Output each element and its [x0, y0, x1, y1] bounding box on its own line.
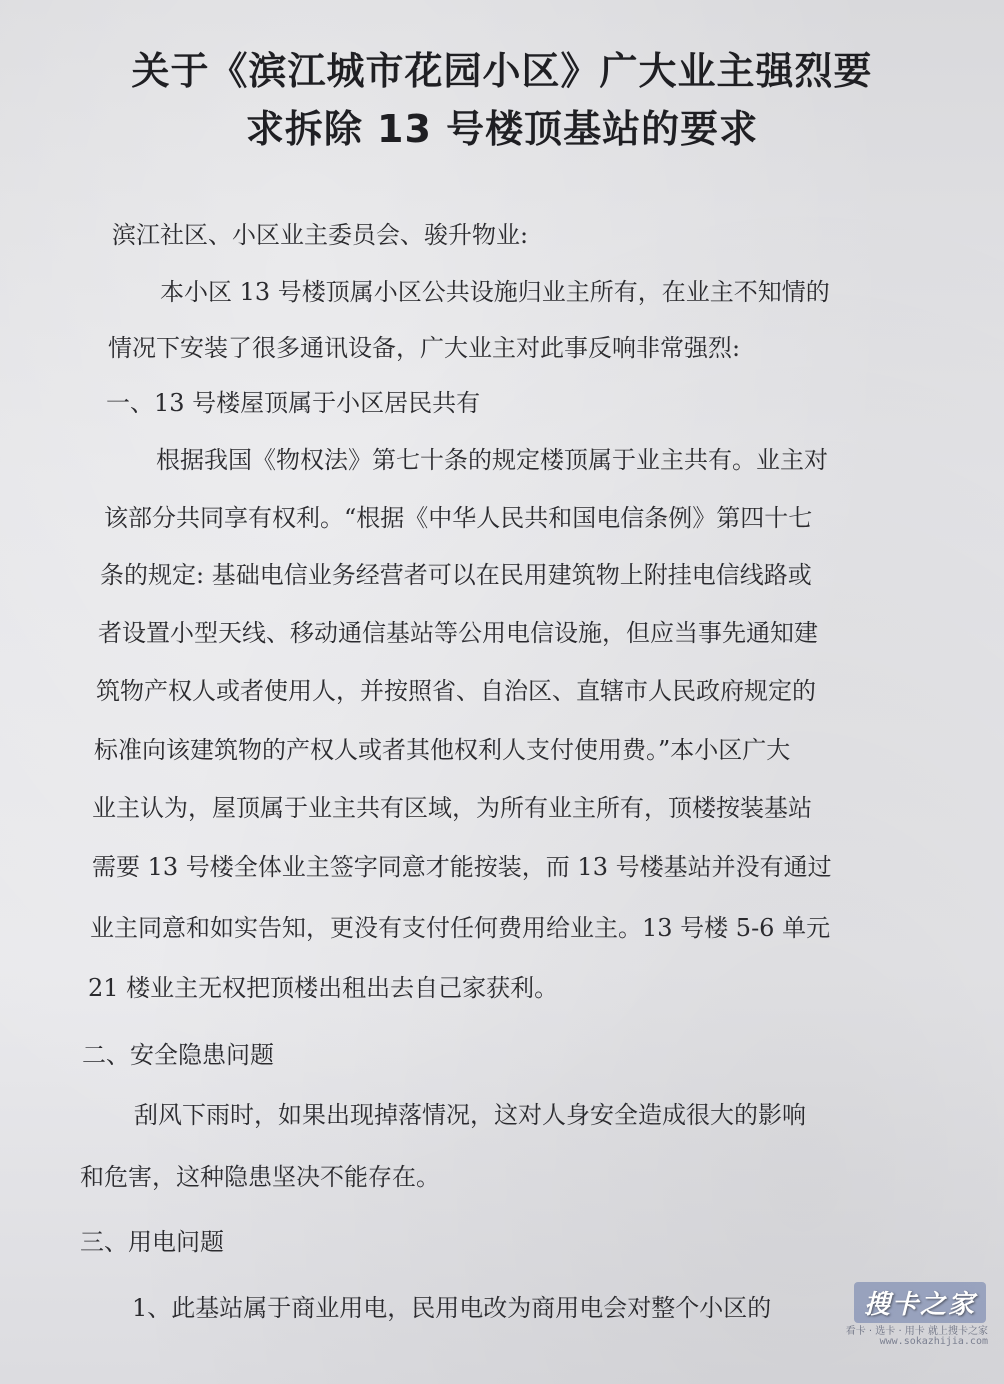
body-line: 本小区 13 号楼顶属小区公共设施归业主所有，在业主不知情的: [160, 278, 830, 306]
section-heading-3: 三、用电问题: [80, 1228, 224, 1256]
body-line: 标准向该建筑物的产权人或者其他权利人支付使用费。”本小区广大: [94, 736, 791, 764]
body-line: 者设置小型天线、移动通信基站等公用电信设施，但应当事先通知建: [98, 619, 818, 647]
salutation: 滨江社区、小区业主委员会、骏升物业:: [112, 221, 529, 249]
body-line: 1、此基站属于商业用电，民用电改为商用电会对整个小区的: [132, 1294, 772, 1322]
body-line: 该部分共同享有权利。“根据《中华人民共和国电信条例》第四十七: [104, 504, 813, 532]
site-watermark: [816, 1274, 994, 1347]
body-line: 业主同意和如实告知，更没有支付任何费用给业主。13 号楼 5-6 单元: [90, 914, 831, 942]
body-line: 情况下安装了很多通讯设备，广大业主对此事反响非常强烈:: [108, 334, 741, 362]
body-line: 刮风下雨时，如果出现掉落情况，这对人身安全造成很大的影响: [134, 1101, 806, 1129]
watermark-url: www.sokazhijia.com: [879, 1336, 988, 1347]
body-line: 21 楼业主无权把顶楼出租出去自己家获利。: [88, 974, 559, 1002]
document-title-line-2: 求拆除 13 号楼顶基站的要求: [245, 107, 759, 151]
body-line: 需要 13 号楼全体业主签字同意才能按装，而 13 号楼基站并没有通过: [92, 853, 832, 881]
watermark-tagline: 看卡 · 选卡 · 用卡 就上搜卡之家: [845, 1326, 988, 1337]
body-line: 和危害，这种隐患坚决不能存在。: [80, 1163, 440, 1191]
body-line: 根据我国《物权法》第七十条的规定楼顶属于业主共有。业主对: [156, 446, 828, 474]
watermark-logo-text: 搜卡之家: [854, 1282, 986, 1323]
section-heading-2: 二、安全隐患问题: [82, 1041, 274, 1069]
body-line: 业主认为，屋顶属于业主共有区域，为所有业主所有，顶楼按装基站: [92, 794, 812, 822]
body-line: 条的规定: 基础电信业务经营者可以在民用建筑物上附挂电信线路或: [100, 561, 812, 589]
document-title-line-1: 关于《滨江城市花园小区》广大业主强烈要: [131, 49, 873, 93]
body-line: 筑物产权人或者使用人，并按照省、自治区、直辖市人民政府规定的: [96, 677, 816, 705]
section-heading-1: 一、13 号楼屋顶属于小区居民共有: [106, 389, 481, 417]
